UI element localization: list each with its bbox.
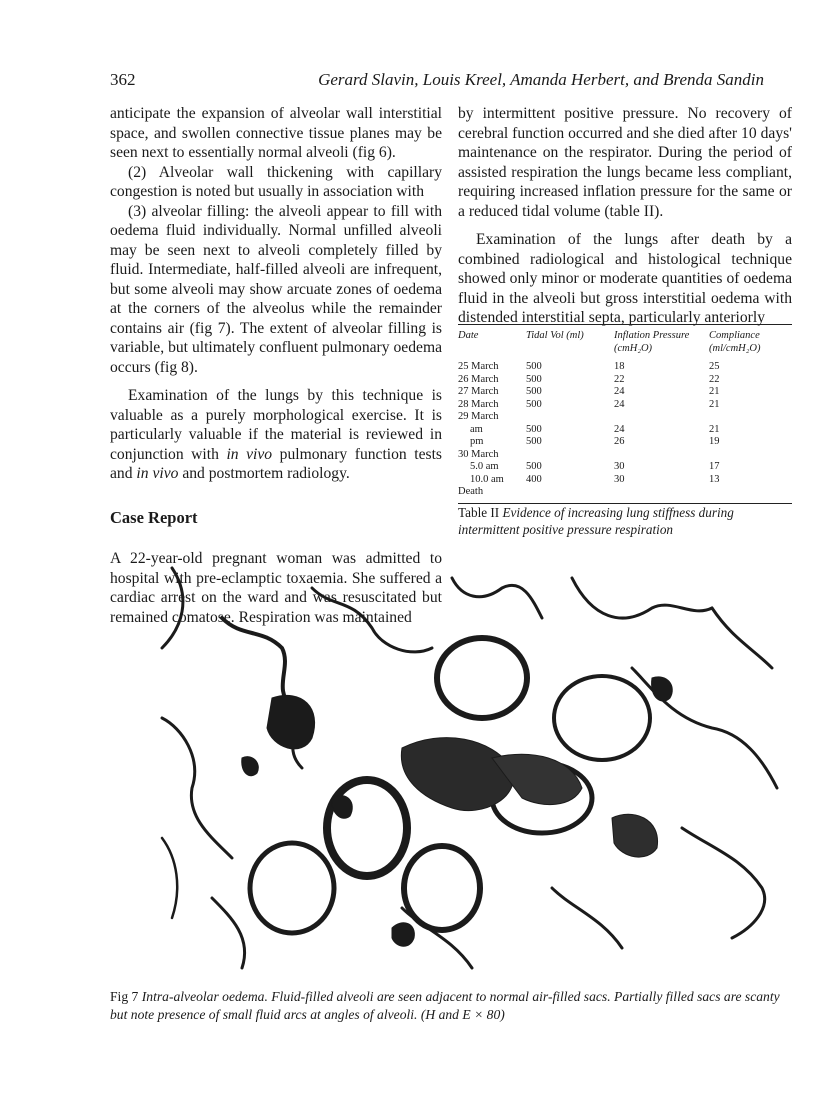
column-header: Compliance (ml/cmH₂O) (709, 330, 761, 354)
column-header: Inflation Pressure (cmH₂O) (614, 330, 690, 354)
paragraph: Examination of the lungs by this technique is valuable as a purely morphological exercise. It is particularly valuable if the material is reviewed in conjunction with in vivo pulmonary function tests and in vivo and postmortem radiology. (110, 387, 442, 482)
running-header-authors: Gerard Slavin, Louis Kreel, Amanda Herbert, and Brenda Sandin (318, 70, 764, 89)
data-table (458, 325, 792, 499)
table-row: 10.0 am 400 30 13 (470, 473, 720, 485)
paragraph: (3) alveolar filling: the alveoli appear to fill with oedema fluid individually. Normal unfilled alveoli may be seen next to alveoli completely filled by fluid. Intermediate, half-filled alveoli are infrequent, but some alveoli may show arcuate zones of oedema at the corners of the alveolus while the remainder contains air (fig 7). The extent of alveolar filling is variable, but ultimately confluent pulmonary oedema occurs (fig 8). (110, 202, 442, 376)
table-row: 29 March (458, 411, 499, 422)
table-caption (458, 504, 792, 538)
figure-caption (110, 988, 794, 1023)
paragraph: Examination of the lungs after death by a combined radiological and histological technique showed only minor or moderate quantities of oedema fluid in the alveoli but gross interstitial oedema with distended interstitial septa, particularly anteriorly (458, 231, 792, 326)
table-caption-label: Table II (458, 505, 500, 520)
right-column (458, 104, 792, 328)
table-row: 28 March 500 24 21 (458, 398, 720, 410)
paragraph: anticipate the expansion of alveolar wall interstitial space, and swollen connective tissue planes may be seen next to essentially normal alveoli (fig 6). (110, 105, 442, 161)
table-row: Death (458, 486, 484, 497)
table-header-row (458, 325, 792, 361)
table-row: 5.0 am 500 30 17 (470, 461, 720, 472)
table-row: am 500 24 21 (470, 423, 720, 435)
column-header: Date (458, 330, 479, 341)
page-number: 362 (110, 70, 136, 89)
paragraph: (2) Alveolar wall thickening with capillary congestion is noted but usually in association with (110, 163, 442, 200)
left-column (110, 104, 442, 627)
table-caption-text: Evidence of increasing lung stiffness during intermittent positive pressure respiration (458, 505, 734, 537)
table-row: 27 March 500 24 21 (458, 386, 720, 397)
table-row: 30 March (458, 448, 499, 460)
table-row: 25 March 500 18 25 (458, 361, 720, 372)
table-row: 26 March 500 22 22 (458, 373, 720, 385)
column-header: Tidal Vol (ml) (526, 330, 584, 341)
micrograph-figure-7 (152, 558, 784, 978)
table-ii (458, 324, 792, 504)
figure-caption-label: Fig 7 (110, 989, 139, 1004)
figure-caption-text: Intra-alveolar oedema. Fluid-filled alveoli are seen adjacent to normal air-filled sacs. Partially filled sacs are scanty but note presence of small fluid arcs at angles of alveoli. (H and E × 80) (110, 989, 780, 1022)
paragraph: A 22-year-old pregnant woman was admitted to hospital with pre-eclamptic toxaemia. She suffered a cardiac arrest on the ward and was resuscitated but remained comatose. Respiration was maintained (110, 550, 442, 626)
section-heading: Case Report (110, 507, 198, 527)
paragraph: by intermittent positive pressure. No recovery of cerebral function occurred and she died after 10 days' maintenance on the respirator. During the period of assisted respiration the lungs became less compliant, requiring increased inflation pressure for the same or a reduced tidal volume (table II). (458, 105, 792, 220)
table-row: pm 500 26 19 (470, 436, 720, 447)
